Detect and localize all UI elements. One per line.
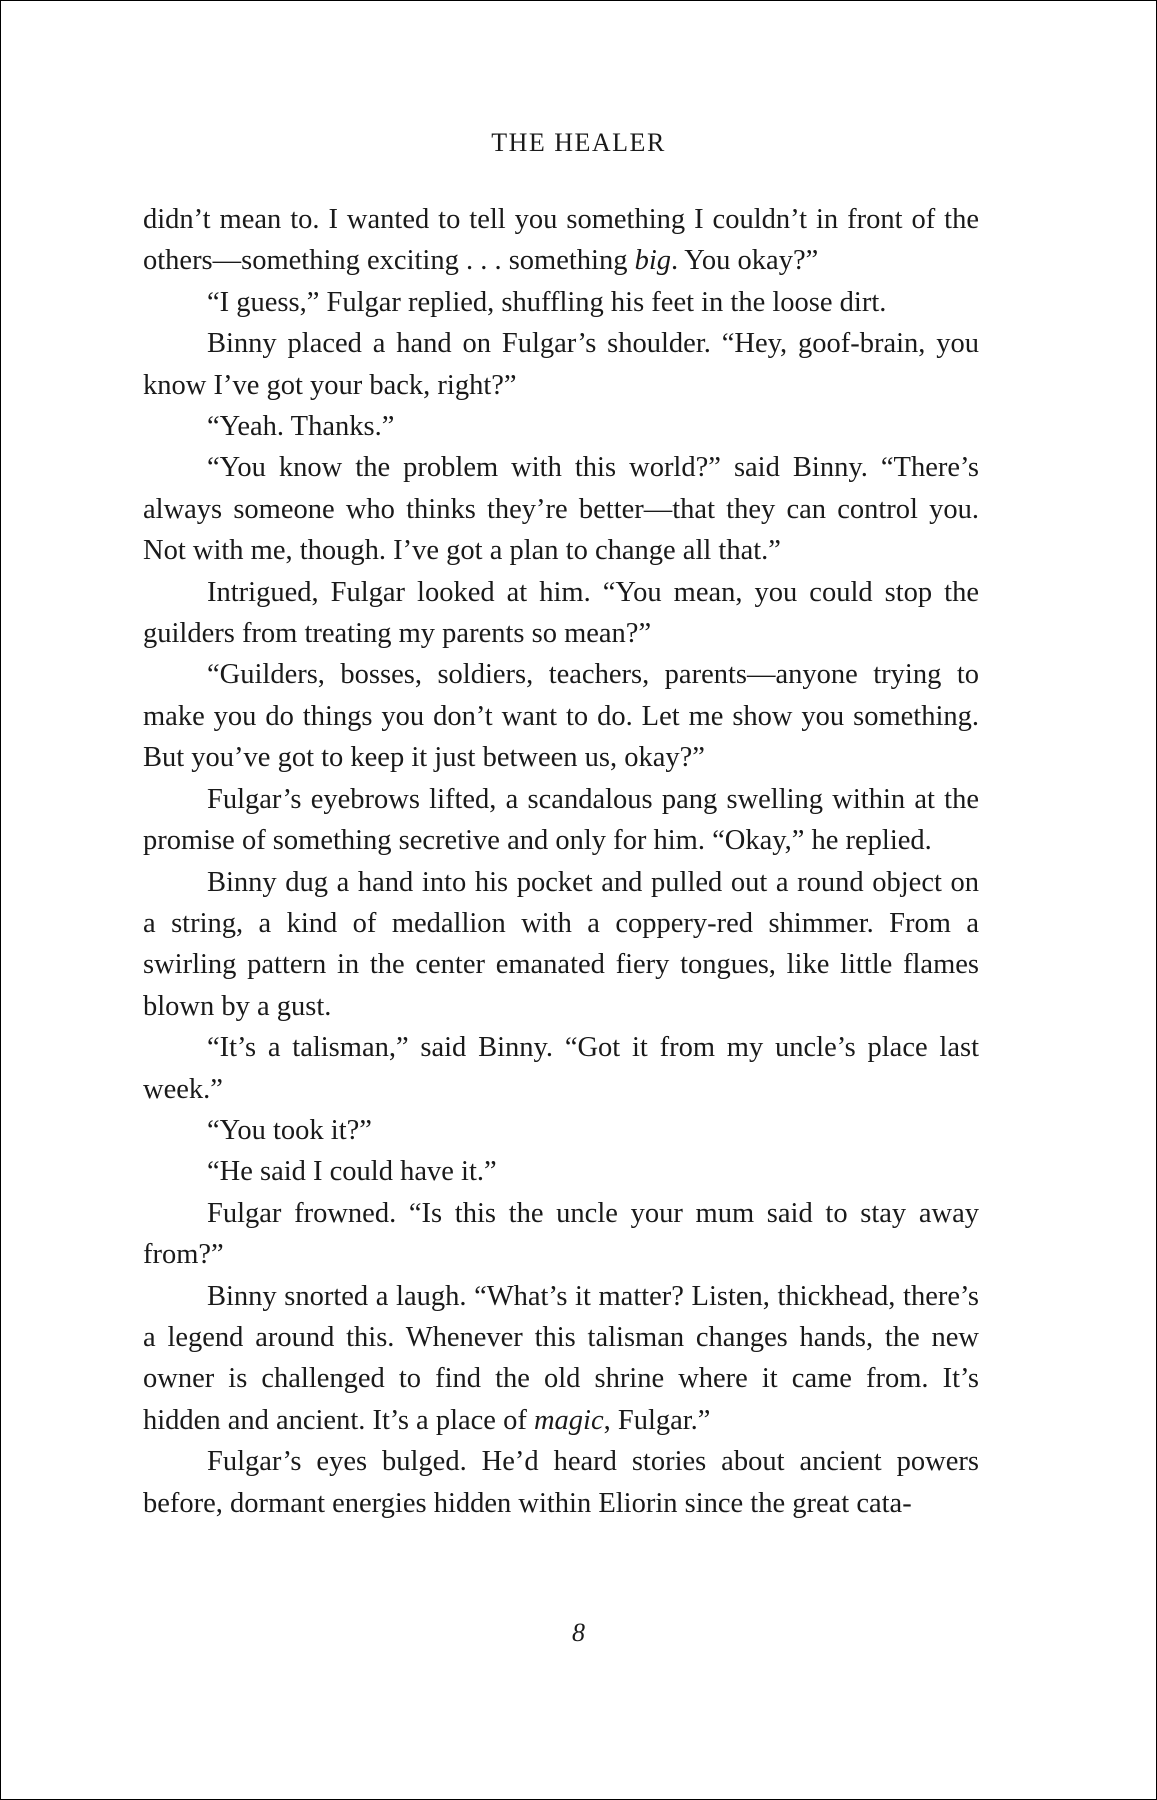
paragraph-5: “You know the problem with this world?” said Binny. “There’s always someone who thinks they’re better—that they can control you. Not with me, though. I’ve got a plan to change all that.”: [143, 452, 979, 567]
paragraph-7: “Guilders, bosses, soldiers, teachers, parents—anyone trying to make you do things you don’t want to do. Let me show you something. But you’ve got to keep it just between us, okay?”: [143, 659, 979, 774]
emphasis-big: big: [634, 245, 671, 277]
body-text: [143, 199, 979, 1524]
paragraph-11: “You took it?”: [207, 1114, 372, 1146]
page-number: 8: [572, 1618, 585, 1647]
paragraph-14: Binny snorted a laugh. “What’s it matter? Listen, thickhead, there’s a legend around this. Whenever this talisman changes hands, the new owner is challenged to find the old shrine where it came from. It’s hidden and ancient. It’s a place of magic, Fulgar.”: [143, 1280, 979, 1436]
running-head: THE HEALER: [491, 128, 666, 157]
paragraph-4: “Yeah. Thanks.”: [207, 411, 395, 443]
paragraph-15: Fulgar’s eyes bulged. He’d heard stories about ancient powers before, dormant energies hidden within Eliorin since the great cata-: [143, 1446, 979, 1519]
paragraph-13: Fulgar frowned. “Is this the uncle your mum said to stay away from?”: [143, 1197, 979, 1271]
paragraph-12: “He said I could have it.”: [207, 1156, 497, 1188]
emphasis-magic: magic: [533, 1404, 604, 1436]
paragraph-10: “It’s a talisman,” said Binny. “Got it from my uncle’s place last week.”: [143, 1032, 979, 1105]
paragraph-1: didn’t mean to. I wanted to tell you something I couldn’t in front of the others—something exciting . . . something big. You okay?”: [143, 204, 979, 277]
paragraph-3: Binny placed a hand on Fulgar’s shoulder. “Hey, goof-brain, you know I’ve got your back, right?”: [143, 328, 979, 401]
paragraph-2: “I guess,” Fulgar replied, shuffling his feet in the loose dirt.: [207, 286, 887, 318]
paragraph-9: Binny dug a hand into his pocket and pulled out a round object on a string, a kind of medallion with a coppery-red shimmer. From a swirling pattern in the center emanated fiery tongues, like little flames blown by a gust.: [143, 866, 979, 1022]
paragraph-6: Intrigued, Fulgar looked at him. “You mean, you could stop the guilders from treating my parents so mean?”: [143, 576, 979, 650]
paragraph-8: Fulgar’s eyebrows lifted, a scandalous pang swelling within at the promise of something secretive and only for him. “Okay,” he replied.: [143, 783, 979, 857]
